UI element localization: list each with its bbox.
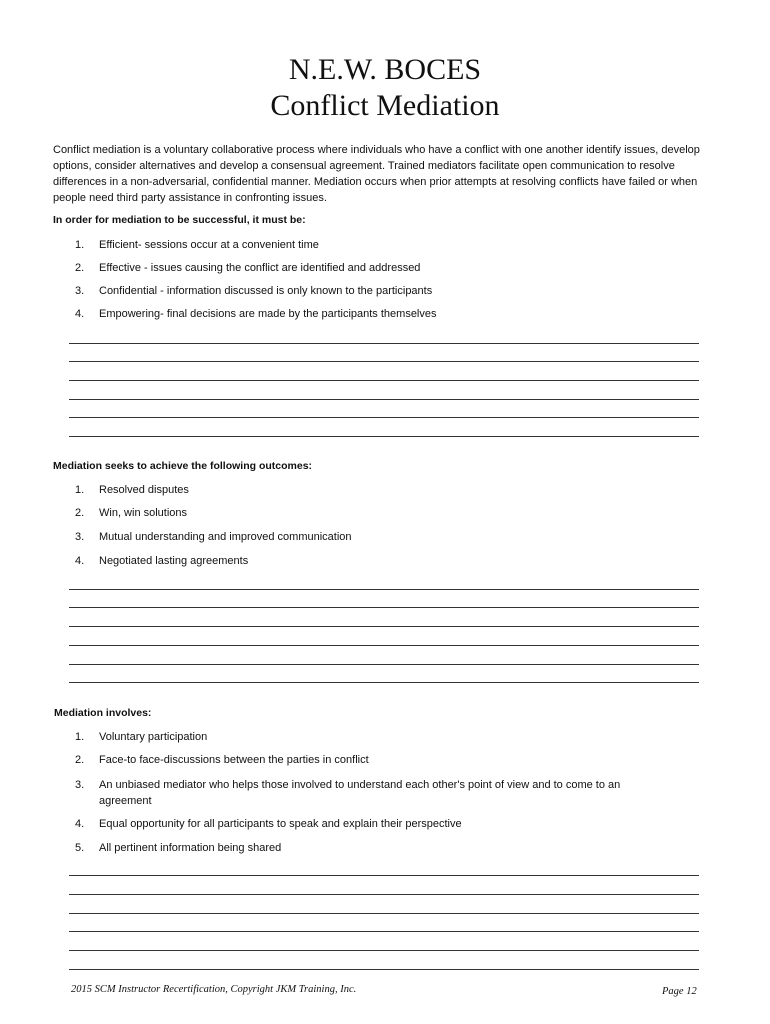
list-text: An unbiased mediator who helps those involved to understand each other's point of view and to come to an agreement: [99, 779, 621, 807]
list-text: All pertinent information being shared: [99, 842, 282, 854]
writing-line[interactable]: [69, 913, 699, 914]
list-text: Equal opportunity for all participants to speak and explain their perspective: [99, 818, 462, 830]
writing-line[interactable]: [69, 931, 699, 932]
writing-line[interactable]: [69, 380, 699, 381]
list-number: 2.: [75, 262, 85, 274]
writing-line[interactable]: [69, 399, 699, 400]
intro-paragraph: Conflict mediation is a voluntary collaborative process where individuals who have a conflict with one another identify issues, develop options, consider alternatives and develop a consensual agreement. Trained mediators facilitate open communication to resolve differences in a non-adversarial, confidential manner. Mediation occurs when prior attempts at resolving conflicts have failed or when people need third party assistance in confronting issues.: [53, 144, 700, 204]
list-text: Resolved disputes: [99, 484, 189, 496]
writing-line[interactable]: [69, 664, 699, 665]
writing-line[interactable]: [69, 875, 699, 876]
list-number: 4.: [75, 308, 85, 320]
footer-copyright: 2015 SCM Instructor Recertification, Copyright JKM Training, Inc.: [71, 984, 357, 995]
writing-line[interactable]: [69, 682, 699, 683]
list-number: 3.: [75, 531, 85, 543]
writing-line[interactable]: [69, 969, 699, 970]
page-title: Conflict Mediation: [270, 89, 500, 122]
list-number: 4.: [75, 818, 85, 830]
writing-line[interactable]: [69, 343, 699, 344]
list-text: Face-to face-discussions between the parties in conflict: [99, 754, 369, 766]
list-number: 4.: [75, 555, 85, 567]
list-text: Win, win solutions: [99, 507, 188, 519]
section-heading-success: In order for mediation to be successful, it must be:: [53, 214, 306, 226]
writing-line[interactable]: [69, 589, 699, 590]
list-text: Efficient- sessions occur at a convenient time: [99, 239, 319, 251]
section-heading-involves: Mediation involves:: [54, 707, 152, 719]
list-text: Voluntary participation: [99, 731, 208, 743]
list-number: 1.: [75, 484, 85, 496]
list-text: Confidential - information discussed is only known to the participants: [99, 285, 433, 297]
writing-line[interactable]: [69, 950, 699, 951]
list-number: 2.: [75, 507, 85, 519]
writing-line[interactable]: [69, 894, 699, 895]
writing-line[interactable]: [69, 626, 699, 627]
section-heading-outcomes: Mediation seeks to achieve the following outcomes:: [53, 460, 313, 472]
writing-line[interactable]: [69, 607, 699, 608]
list-text: Negotiated lasting agreements: [99, 555, 249, 567]
writing-line[interactable]: [69, 417, 699, 418]
list-number: 5.: [75, 842, 85, 854]
list-text: Empowering- final decisions are made by the participants themselves: [99, 308, 437, 320]
writing-line[interactable]: [69, 645, 699, 646]
list-number: 3.: [75, 285, 85, 297]
page-title-org: N.E.W. BOCES: [288, 53, 482, 86]
list-number: 1.: [75, 239, 85, 251]
list-number: 1.: [75, 731, 85, 743]
list-text: Effective - issues causing the conflict are identified and addressed: [99, 262, 421, 274]
list-number: 2.: [75, 754, 85, 766]
list-text: Mutual understanding and improved communication: [99, 531, 352, 543]
page-number: Page 12: [662, 986, 697, 997]
list-number: 3.: [75, 779, 85, 791]
writing-line[interactable]: [69, 361, 699, 362]
writing-line[interactable]: [69, 436, 699, 437]
